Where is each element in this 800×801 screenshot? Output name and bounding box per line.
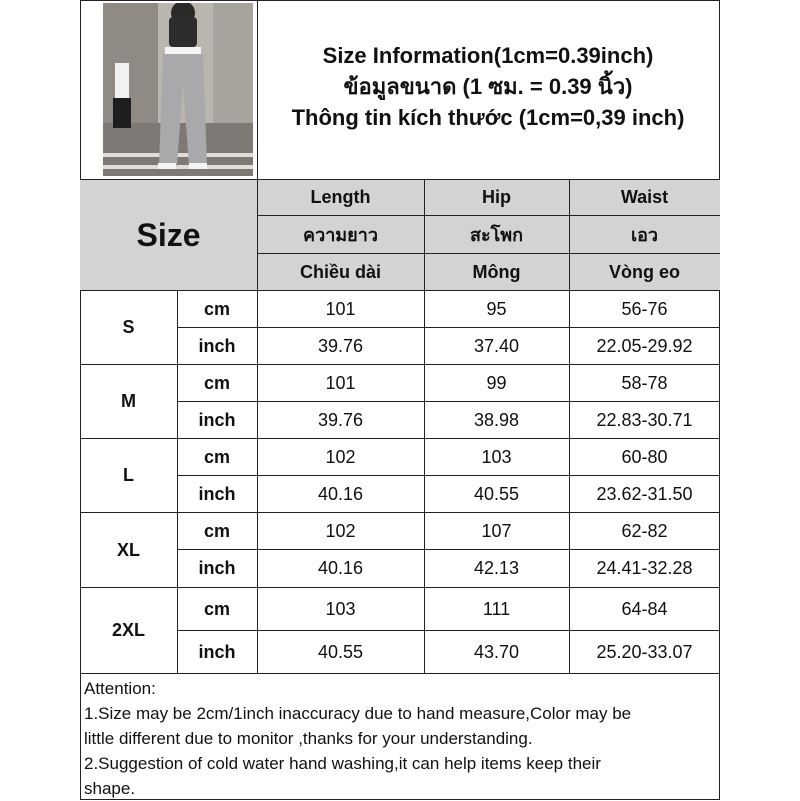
table-cell: 39.76 [317, 335, 364, 356]
unit-cm: cm [203, 520, 230, 541]
table-cell: 101 [325, 372, 356, 393]
col-hip-en: Hip [482, 187, 511, 207]
title-thai: ข้อมูลขนาด (1 ซม. = 0.39 นิ้ว) [343, 74, 633, 99]
table-cell: 42.13 [473, 558, 520, 578]
table-cell: 39.76 [317, 409, 364, 430]
col-length-th: ความยาว [303, 225, 378, 245]
table-cell: 40.55 [473, 483, 520, 504]
col-waist-vi: Vòng eo [609, 261, 680, 282]
title-block [258, 40, 718, 133]
table-cell: 24.41-32.28 [596, 558, 693, 578]
unit-inch: inch [198, 409, 236, 430]
attention-line: 2.Suggestion of cold water hand washing,it can help items keep their [84, 754, 601, 773]
table-cell: 43.70 [473, 641, 520, 662]
col-hip-th: สะโพก [469, 225, 524, 245]
title-vietnamese: Thông tin kích thước (1cm=0,39 inch) [291, 105, 685, 130]
unit-cm: cm [203, 298, 230, 319]
attention-heading: Attention: [84, 679, 156, 698]
size-header: Size [136, 216, 201, 253]
table-cell: 58-78 [621, 372, 668, 393]
unit-inch: inch [198, 641, 236, 662]
attention-line: 1.Size may be 2cm/1inch inaccuracy due to hand measure,Color may be [84, 704, 632, 723]
attention-line: shape. [84, 779, 136, 798]
table-cell: 22.83-30.71 [596, 409, 693, 430]
table-cell: 40.16 [317, 483, 364, 504]
col-hip-vi: Mông [472, 261, 521, 282]
unit-inch: inch [198, 483, 236, 504]
size-label-2xl: 2XL [111, 620, 145, 640]
table-cell: 103 [325, 598, 356, 619]
title-english: Size Information(1cm=0.39inch) [322, 43, 654, 68]
size-label-s: S [122, 317, 135, 337]
col-length-en: Length [310, 187, 371, 207]
unit-inch: inch [198, 558, 236, 578]
table-cell: 107 [481, 520, 512, 541]
unit-cm: cm [203, 372, 230, 393]
product-photo [103, 3, 253, 176]
table-cell: 22.05-29.92 [596, 335, 693, 356]
attention-notes [84, 676, 716, 801]
table-cell: 103 [481, 446, 512, 467]
unit-cm: cm [203, 598, 230, 619]
unit-cm: cm [203, 446, 230, 467]
table-cell: 102 [325, 446, 356, 467]
table-cell: 102 [325, 520, 356, 541]
table-cell: 25.20-33.07 [596, 641, 693, 662]
table-cell: 62-82 [621, 520, 668, 541]
table-cell: 37.40 [473, 335, 520, 356]
attention-line: little different due to monitor ,thanks for your understanding. [84, 729, 533, 748]
size-label-m: M [121, 391, 136, 411]
table-cell: 40.55 [317, 641, 364, 662]
table-cell: 23.62-31.50 [596, 483, 693, 504]
table-cell: 64-84 [621, 598, 668, 619]
table-cell: 60-80 [621, 446, 668, 467]
col-length-vi: Chiều dài [299, 261, 381, 282]
table-cell: 95 [486, 298, 507, 319]
table-cell: 56-76 [621, 298, 668, 319]
table-cell: 111 [482, 598, 511, 619]
size-label-l: L [123, 465, 134, 485]
table-cell: 38.98 [473, 409, 520, 430]
col-waist-th: เอว [630, 225, 659, 245]
size-label-xl: XL [116, 539, 140, 560]
unit-inch: inch [198, 335, 236, 356]
col-waist-en: Waist [620, 187, 669, 207]
table-cell: 99 [486, 372, 507, 393]
table-cell: 40.16 [317, 558, 364, 578]
table-cell: 101 [325, 298, 356, 319]
